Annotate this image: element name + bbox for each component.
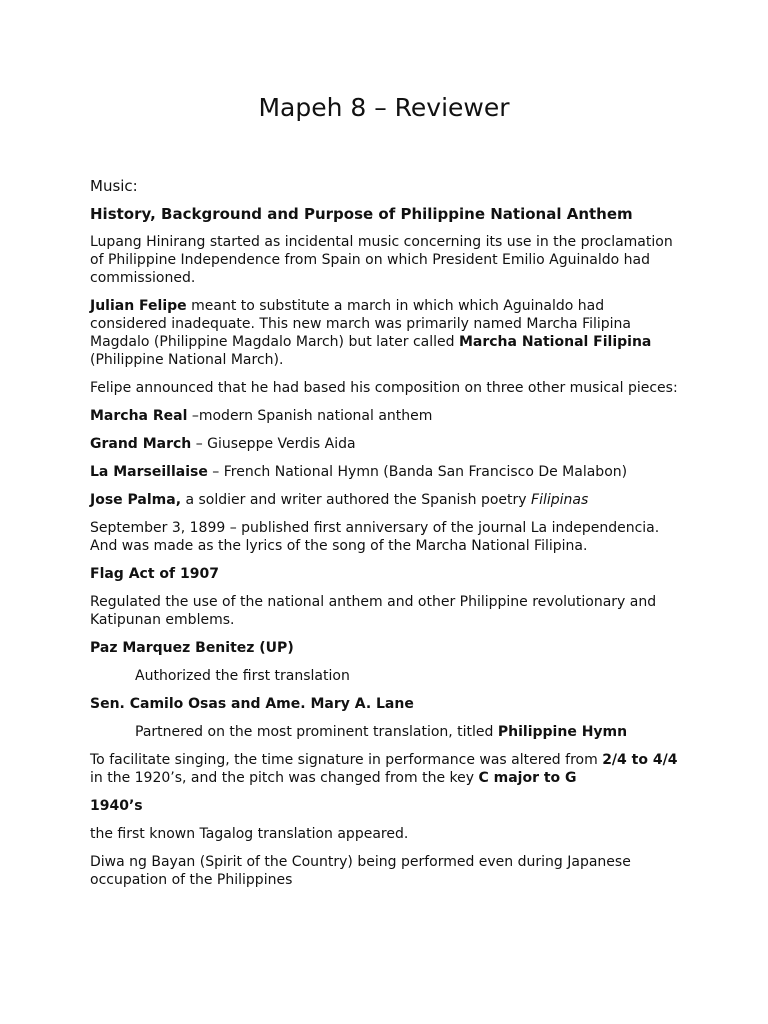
- bold-term: Julian Felipe: [90, 298, 187, 314]
- text-run: –modern Spanish national anthem: [187, 408, 433, 424]
- camilo-text: [90, 723, 680, 741]
- paragraph-composition: Felipe announced that he had based his composition on three other musical pieces:: [90, 380, 678, 396]
- forties-text: the first known Tagalog translation appeared.: [90, 826, 409, 842]
- text-run: meant to substitute a march in which which Aguinaldo had considered inadequate. This new march was primarily named Marcha Filipina Magdalo (Philippine Magdalo March) but later called: [90, 298, 632, 350]
- text-run: To facilitate singing, the time signature in performance was altered from: [90, 752, 603, 768]
- bold-term: 1940’s: [90, 798, 143, 814]
- paz-text: Authorized the first translation: [135, 668, 350, 684]
- document-body: [90, 177, 680, 899]
- bold-term: Paz Marquez Benitez (UP): [90, 640, 294, 656]
- paragraph-julian-felipe: [90, 297, 680, 369]
- text-run: in the 1920’s, and the pitch was changed from the key: [90, 770, 479, 786]
- bold-term: Grand March: [90, 436, 192, 452]
- text-run: (Philippine National March).: [90, 352, 284, 368]
- bold-term: Jose Palma,: [90, 492, 182, 508]
- main-heading: History, Background and Purpose of Philippine National Anthem: [90, 205, 633, 223]
- bold-term: 2/4 to 4/4: [602, 752, 678, 768]
- bold-term: Sen. Camilo Osas and Ame. Mary A. Lane: [90, 696, 414, 712]
- paragraph-september: September 3, 1899 – published first anniversary of the journal La independencia. And was made as the lyrics of the song of the Marcha National Filipina.: [90, 520, 660, 554]
- italic-term: Filipinas: [531, 492, 589, 508]
- paragraph-singing: [90, 751, 680, 787]
- text-run: Partnered on the most prominent translation, titled: [135, 724, 498, 740]
- text-run: – Giuseppe Verdis Aida: [191, 436, 356, 452]
- bold-term: C major to G: [478, 770, 577, 786]
- paragraph-jose-palma: [90, 491, 680, 509]
- flag-act-text: Regulated the use of the national anthem and other Philippine revolutionary and Katipunan emblems.: [90, 594, 657, 628]
- camilo-heading: [90, 695, 680, 713]
- diwa-text: Diwa ng Bayan (Spirit of the Country) being performed even during Japanese occupation of the Philippines: [90, 854, 631, 888]
- paz-heading: [90, 639, 680, 657]
- flag-act-heading: [90, 565, 680, 583]
- bold-term: Flag Act of 1907: [90, 566, 219, 582]
- bold-term: Philippine Hymn: [497, 724, 628, 740]
- bold-term: Marcha National Filipina: [458, 334, 652, 350]
- bold-term: La Marseillaise: [90, 464, 208, 480]
- document-title: Mapeh 8 – Reviewer: [258, 93, 510, 122]
- piece-marcha-real: [90, 407, 680, 425]
- piece-grand-march: [90, 435, 680, 453]
- paragraph-intro: Lupang Hinirang started as incidental music concerning its use in the proclamation of Philippine Independence from Spain on which President Emilio Aguinaldo had commissioned.: [90, 234, 673, 286]
- text-run: – French National Hymn (Banda San Francisco De Malabon): [207, 464, 628, 480]
- forties-heading: [90, 797, 680, 815]
- bold-term: Marcha Real: [90, 408, 188, 424]
- piece-la-marseillaise: [90, 463, 680, 481]
- section-label: Music:: [90, 177, 138, 195]
- text-run: a soldier and writer authored the Spanish poetry: [181, 492, 532, 508]
